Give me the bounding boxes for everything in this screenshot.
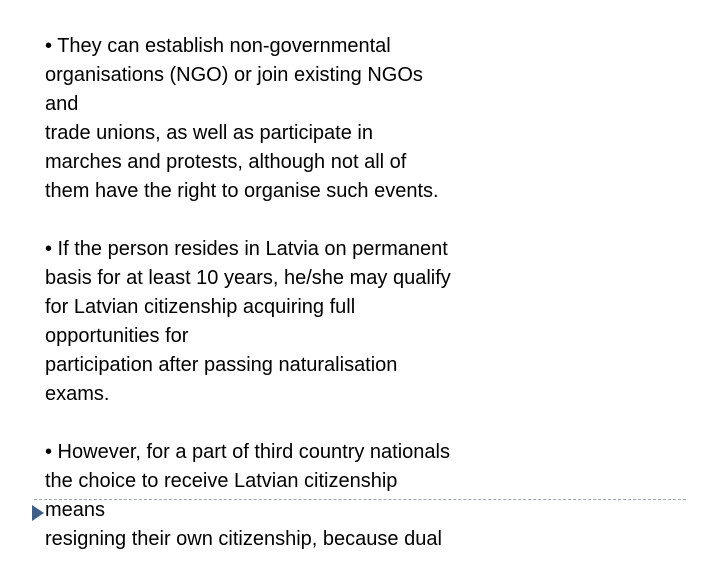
- text-line: the choice to receive Latvian citizenship: [45, 470, 398, 492]
- text-line: organisations (NGO) or join existing NGOs: [45, 64, 423, 86]
- paragraph-citizenship: [45, 235, 685, 409]
- text-line: resigning their own citizenship, because dual: [45, 528, 442, 550]
- paragraph-ngo: [45, 32, 685, 206]
- dashed-divider: [34, 499, 686, 500]
- text-line: • They can establish non-governmental: [45, 35, 391, 57]
- text-line: basis for at least 10 years, he/she may qualify: [45, 267, 451, 289]
- text-line: and: [45, 93, 79, 115]
- text-line: marches and protests, although not all of: [45, 151, 407, 173]
- text-line: means: [45, 499, 106, 521]
- text-line: trade unions, as well as participate in: [45, 122, 373, 144]
- text-line: them have the right to organise such events.: [45, 180, 439, 202]
- text-line: opportunities for: [45, 325, 189, 347]
- text-line: participation after passing naturalisation: [45, 354, 398, 376]
- slide-body: [45, 32, 685, 583]
- paragraph-dual-citizenship: [45, 438, 685, 554]
- triangle-bullet-icon: [32, 505, 44, 521]
- text-line: • If the person resides in Latvia on permanent: [45, 238, 448, 260]
- text-line: • However, for a part of third country nationals: [45, 441, 450, 463]
- text-line: for Latvian citizenship acquiring full: [45, 296, 356, 318]
- text-line: exams.: [45, 383, 110, 405]
